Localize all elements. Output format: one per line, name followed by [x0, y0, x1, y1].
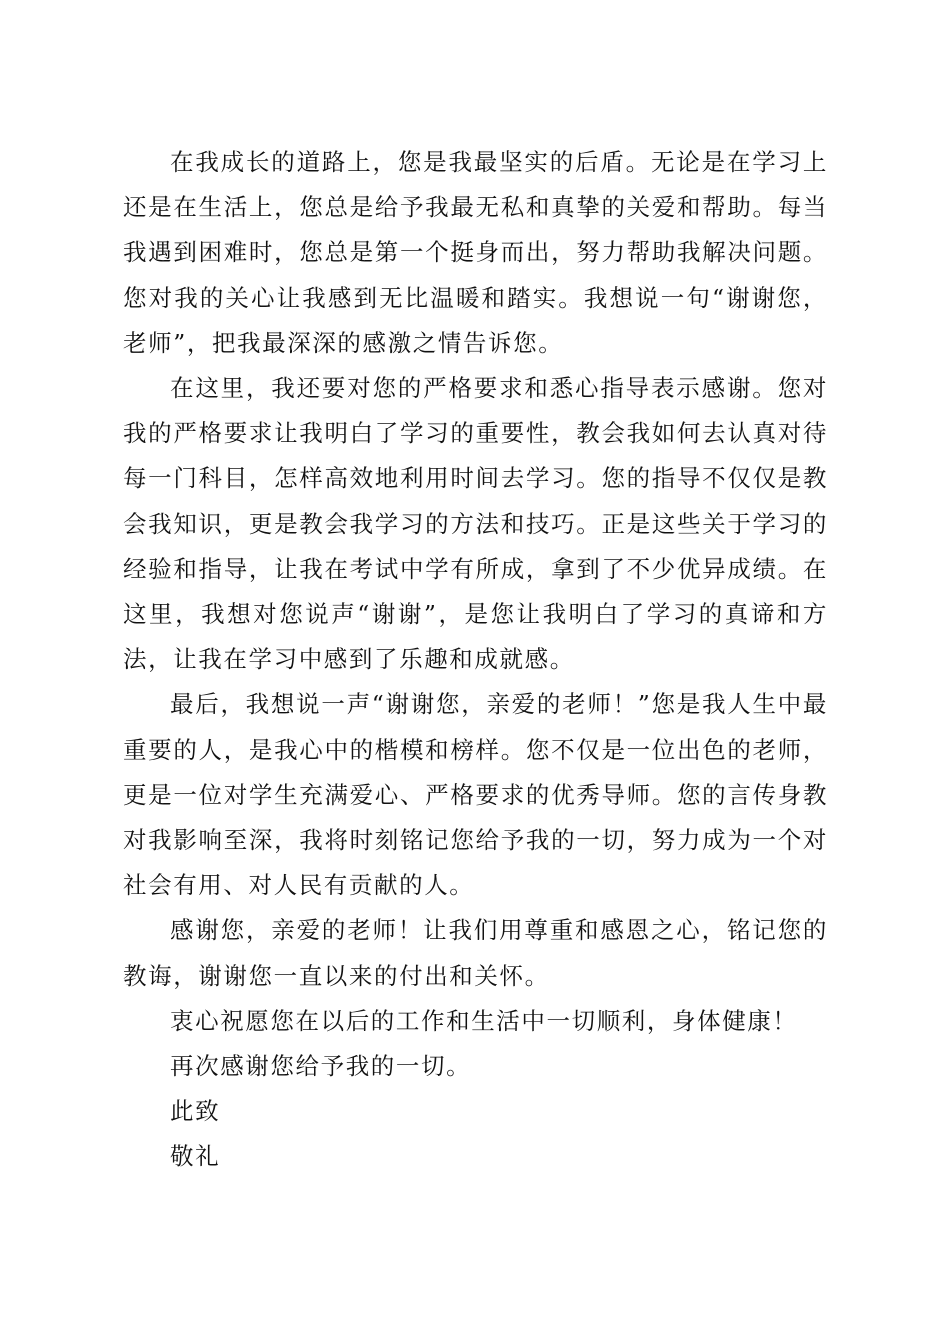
letter-body [123, 140, 828, 1180]
paragraph-role-model: 最后，我想说一声“谢谢您，亲爱的老师！”您是我人生中最重要的人，是我心中的楷模和榜样。您不仅是一位出色的老师，更是一位对学生充满爱心、严格要求的优秀导师。您的言传身教对我影响至深，我将时刻铭记您给予我的一切，努力成为一个对社会有用、对人民有贡献的人。 [123, 690, 828, 900]
thanks-line: 再次感谢您给予我的一切。 [170, 1052, 472, 1081]
wish-line: 衷心祝愿您在以后的工作和生活中一切顺利，身体健康！ [170, 1006, 798, 1035]
salutation-text: 敬礼 [170, 1142, 221, 1171]
paragraph-gratitude: 感谢您，亲爱的老师！让我们用尊重和感恩之心，铭记您的教诲，谢谢您一直以来的付出和关怀。 [123, 916, 828, 990]
closing-text: 此致 [170, 1097, 221, 1126]
paragraph-support: 在我成长的道路上，您是我最坚实的后盾。无论是在学习上还是在生活上，您总是给予我最无私和真挚的关爱和帮助。每当我遇到困难时，您总是第一个挺身而出，努力帮助我解决问题。您对我的关心让我感到无比温暖和踏实。我想说一句“谢谢您，老师”，把我最深深的感激之情告诉您。 [123, 148, 828, 357]
paragraph-guidance: 在这里，我还要对您的严格要求和悉心指导表示感谢。您对我的严格要求让我明白了学习的重要性，教会我如何去认真对待每一门科目，怎样高效地利用时间去学习。您的指导不仅仅是教会我知识，更是教会我学习的方法和技巧。正是这些关于学习的经验和指导，让我在考试中学有所成，拿到了不少优异成绩。在这里，我想对您说声“谢谢”，是您让我明白了学习的真谛和方法，让我在学习中感到了乐趣和成就感。 [123, 374, 828, 674]
